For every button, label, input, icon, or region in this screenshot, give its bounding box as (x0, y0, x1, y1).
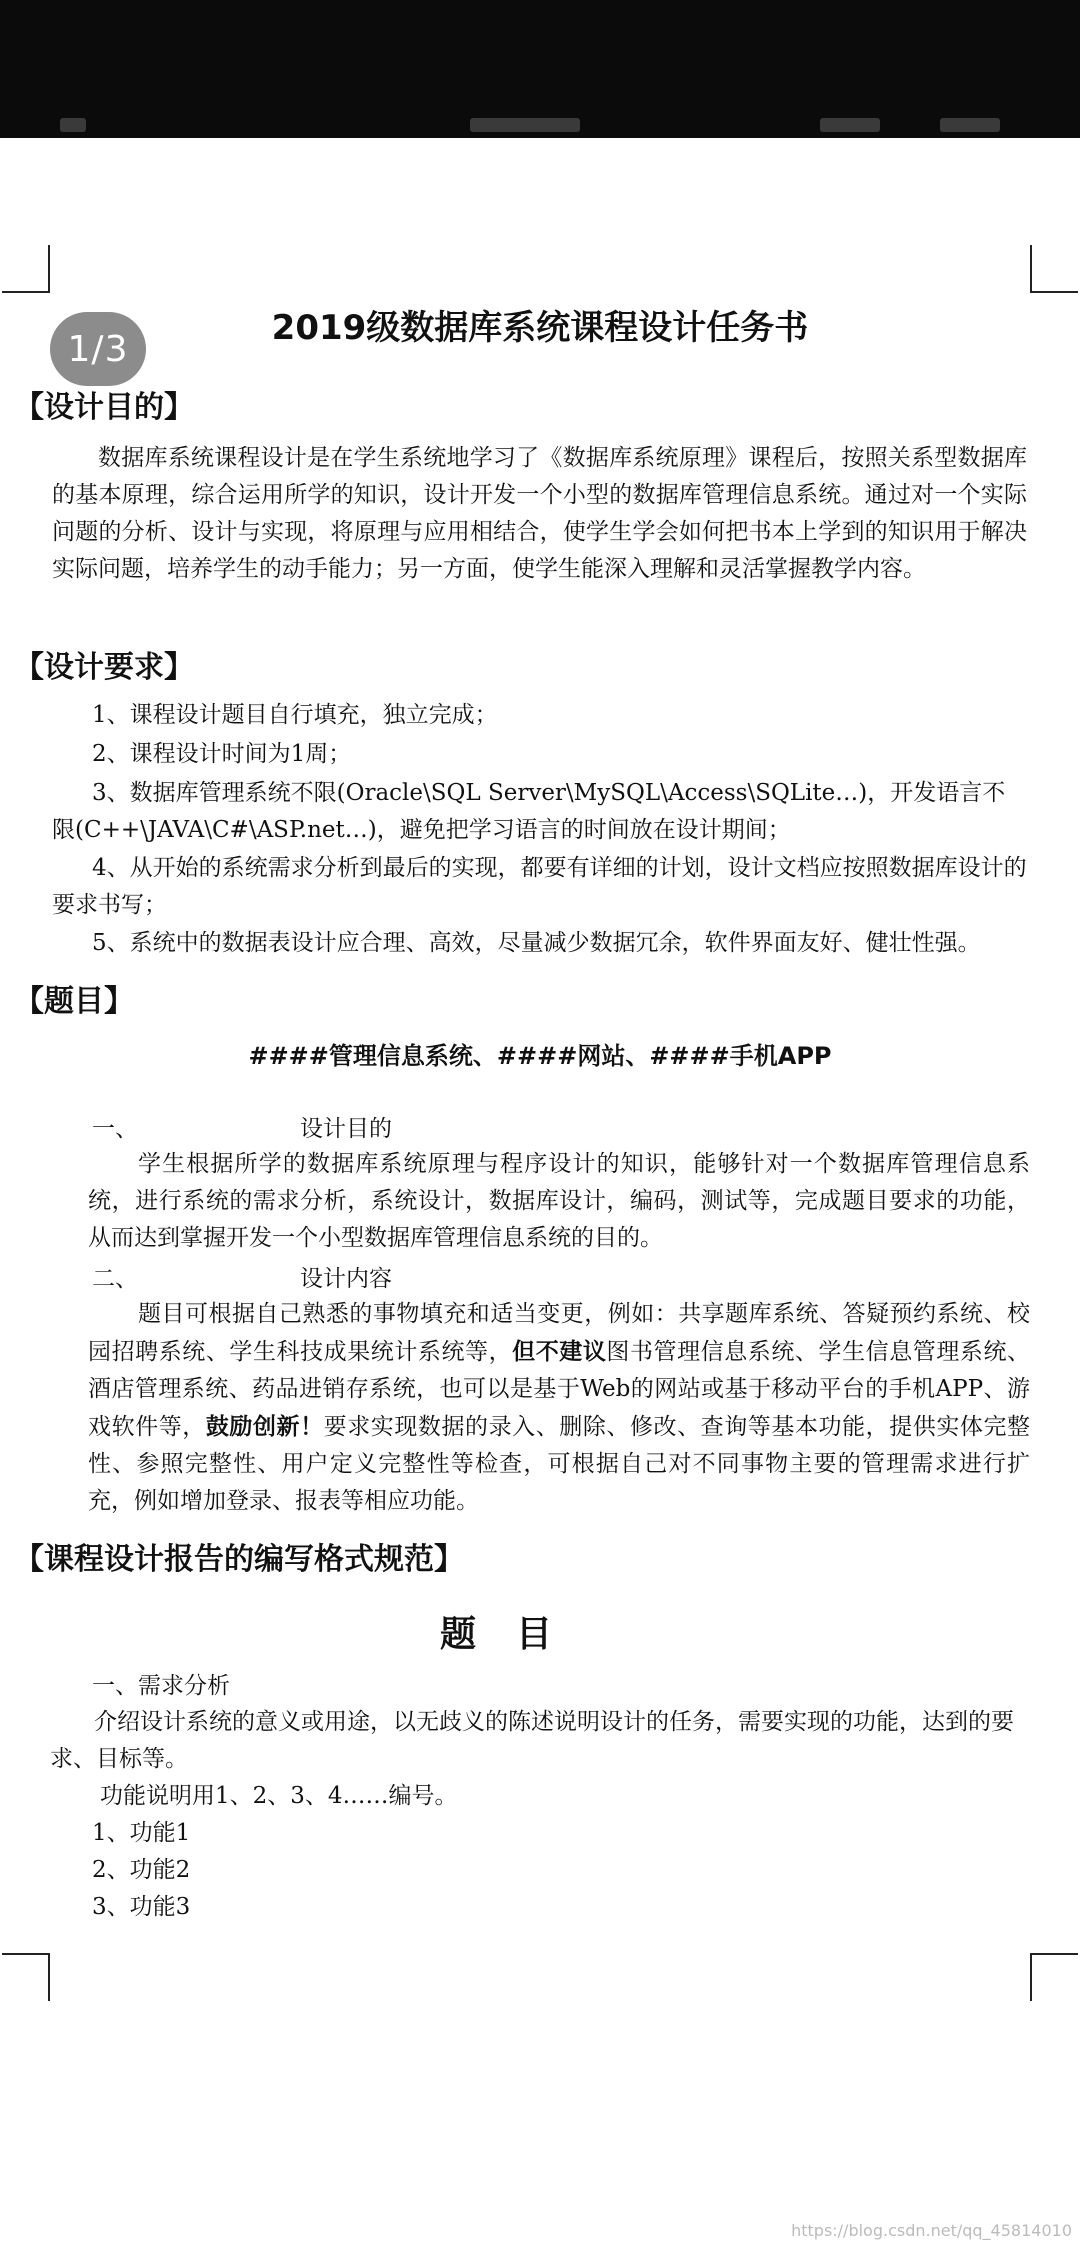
report-big-title: 题目 (440, 1613, 593, 1655)
topic-part2-text-c: 要求实现数据的录入、删除、修改、查询等基本功能，提供实体完整性、参照完整性、用户定义完整性等检查，可根据自己对不同事物主要的管理需求进行扩充，例如增加登录、报表等相应功能。 (88, 1414, 1031, 1514)
report-req-heading: 一、需求分析 (92, 1673, 230, 1699)
topic-part2-bold-not-recommended: 但不建议 (512, 1338, 607, 1365)
requirement-item-3: 3、数据库管理系统不限(Oracle\SQL Server\MySQL\Access\SQLite…)，开发语言不限(C++\JAVA\C#\ASP.net…)，避免把学习语言的时间放在设计期间； (52, 780, 1006, 843)
requirement-item-1: 1、课程设计题目自行填充，独立完成； (92, 702, 498, 728)
requirement-item-4: 4、从开始的系统需求分析到最后的实现，都要有详细的计划，设计文档应按照数据库设计的要求书写； (52, 855, 1027, 918)
crop-mark-top-right (1030, 245, 1078, 293)
back-icon (60, 118, 86, 132)
topic-part1-title: 设计目的 (300, 1116, 392, 1142)
heading-design-purpose: 【设计目的】 (14, 390, 194, 425)
report-func-3: 3、功能3 (92, 1894, 191, 1920)
topic-part1-body: 学生根据所学的数据库系统原理与程序设计的知识，能够针对一个数据库管理信息系统，进行系统的需求分析，系统设计，数据库设计，编码，测试等，完成题目要求的功能，从而达到掌握开发一个小型数据库管理信息系统的目的。 (88, 1151, 1030, 1251)
top-toolbar-dark (0, 0, 1080, 138)
topic-part2-title: 设计内容 (300, 1266, 392, 1292)
toolbar-icon-ghost (940, 118, 1000, 132)
toolbar-faded-icons (40, 118, 1040, 138)
document-title: 2019级数据库系统课程设计任务书 (271, 308, 809, 348)
report-func-note: 功能说明用1、2、3、4……编号。 (100, 1783, 458, 1809)
paragraph-design-purpose: 数据库系统课程设计是在学生系统地学习了《数据库系统原理》课程后，按照关系型数据库的基本原理，综合运用所学的知识，设计开发一个小型的数据库管理信息系统。通过对一个实际问题的分析、设计与实现，将原理与应用相结合，使学生学会如何把书本上学到的知识用于解决实际问题，培养学生的动手能力；另一方面，使学生能深入理解和灵活掌握教学内容。 (52, 445, 1027, 582)
toolbar-title-ghost (470, 118, 580, 132)
requirement-item-2: 2、课程设计时间为1周； (92, 741, 352, 767)
heading-report-format: 【课程设计报告的编写格式规范】 (14, 1542, 464, 1577)
heading-design-requirements: 【设计要求】 (14, 650, 194, 685)
topic-part2-bold-innovation: 鼓励创新！ (205, 1413, 324, 1440)
report-req-body: 介绍设计系统的意义或用途，以无歧义的陈述说明设计的任务，需要实现的功能，达到的要求、目标等。 (50, 1709, 1014, 1772)
topic-part2-text-b: 图书管理信息系统、学生信息管理系统、酒店管理系统、药品进销存系统，也可以是基于Web的网站或基于移动平台的手机APP、游戏软件等， (88, 1339, 1031, 1440)
topic-part2-body (88, 1296, 1030, 1520)
requirement-item-5: 5、系统中的数据表设计应合理、高效，尽量减少数据冗余，软件界面友好、健壮性强。 (92, 930, 981, 956)
topic-part2-number: 二、 (92, 1266, 138, 1292)
toolbar-icon-ghost (820, 118, 880, 132)
report-func-1: 1、功能1 (92, 1820, 191, 1846)
topic-part1-number: 一、 (92, 1116, 138, 1142)
page-indicator: 1/3 (50, 312, 146, 386)
topic-subtitle: ####管理信息系统、####网站、####手机APP (248, 1042, 832, 1070)
watermark: https://blog.csdn.net/qq_45814010 (791, 2221, 1072, 2240)
heading-topic: 【题目】 (14, 984, 134, 1019)
topic-part2-text-a: 题目可根据自己熟悉的事物填充和适当变更，例如：共享题库系统、答疑预约系统、校园招聘系统、学生科技成果统计系统等， (88, 1301, 1030, 1365)
report-func-2: 2、功能2 (92, 1857, 191, 1883)
crop-mark-bottom-right (1030, 1953, 1078, 2001)
crop-mark-top-left (2, 245, 50, 293)
crop-mark-bottom-left (2, 1953, 50, 2001)
